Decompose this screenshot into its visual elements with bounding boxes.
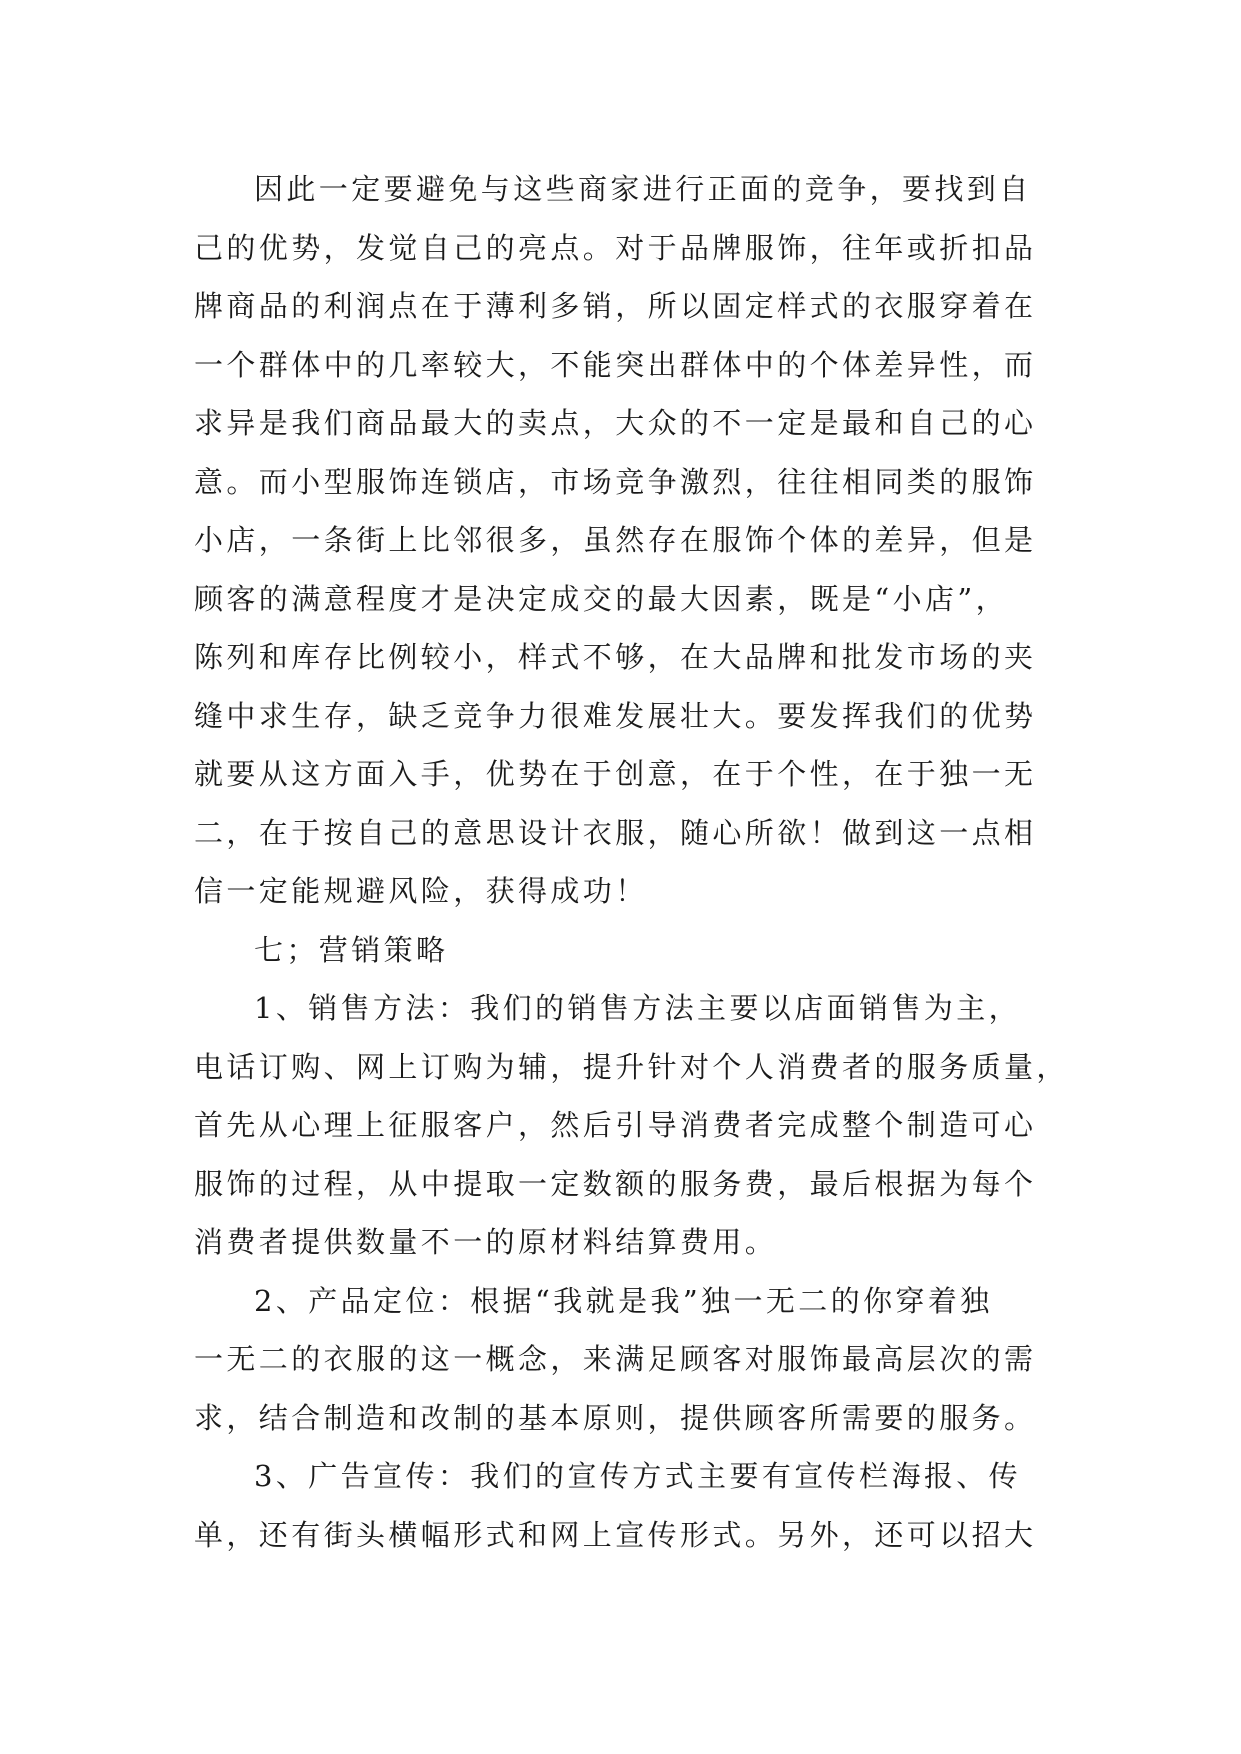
document-body xyxy=(194,160,1069,1564)
text-line: 己的优势，发觉自己的亮点。对于品牌服饰，往年或折扣品 xyxy=(194,230,1037,265)
text-line: 3、广告宣传：我们的宣传方式主要有宣传栏海报、传 xyxy=(254,1459,1022,1493)
text-line: 陈列和库存比例较小，样式不够，在大品牌和批发市场的夹 xyxy=(194,640,1037,674)
text-line: 1、销售方法：我们的销售方法主要以店面销售为主， xyxy=(254,991,1022,1025)
text-line: 信一定能规避风险，获得成功！ xyxy=(194,874,648,908)
text-line: 意。而小型服饰连锁店，市场竞争激烈，往往相同类的服饰 xyxy=(194,464,1037,499)
text-line: 求，结合制造和改制的基本原则，提供顾客所需要的服务。 xyxy=(194,1400,1037,1435)
text-line: 顾客的满意程度才是决定成交的最大因素，既是“小店”， xyxy=(194,581,1009,616)
text-line: 电话订购、网上订购为辅，提升针对个人消费者的服务质量， xyxy=(194,1049,1069,1084)
text-line: 单，还有街头横幅形式和网上宣传形式。另外，还可以招大 xyxy=(194,1517,1037,1552)
text-line: 一无二的衣服的这一概念，来满足顾客对服饰最高层次的需 xyxy=(194,1342,1037,1376)
text-line: 服饰的过程，从中提取一定数额的服务费，最后根据为每个 xyxy=(194,1166,1037,1201)
text-line: 首先从心理上征服客户，然后引导消费者完成整个制造可心 xyxy=(194,1108,1037,1142)
text-line: 消费者提供数量不一的原材料结算费用。 xyxy=(194,1225,778,1259)
text-line: 2、产品定位：根据“我就是我”独一无二的你穿着独 xyxy=(254,1283,993,1318)
text-line: 求异是我们商品最大的卖点，大众的不一定是最和自己的心 xyxy=(194,406,1037,440)
text-line: 牌商品的利润点在于薄利多销，所以固定样式的衣服穿着在 xyxy=(194,289,1037,323)
text-line: 小店，一条街上比邻很多，虽然存在服饰个体的差异，但是 xyxy=(194,523,1037,557)
text-line: 因此一定要避免与这些商家进行正面的竞争，要找到自 xyxy=(254,172,1032,206)
text-line: 缝中求生存，缺乏竞争力很难发展壮大。要发挥我们的优势 xyxy=(194,698,1037,733)
text-line: 一个群体中的几率较大，不能突出群体中的个体差异性，而 xyxy=(194,347,1037,382)
section-heading: 七；营销策略 xyxy=(254,932,449,967)
text-line: 就要从这方面入手，优势在于创意，在于个性，在于独一无 xyxy=(194,757,1037,791)
text-line: 二，在于按自己的意思设计衣服，随心所欲！做到这一点相 xyxy=(194,815,1037,850)
